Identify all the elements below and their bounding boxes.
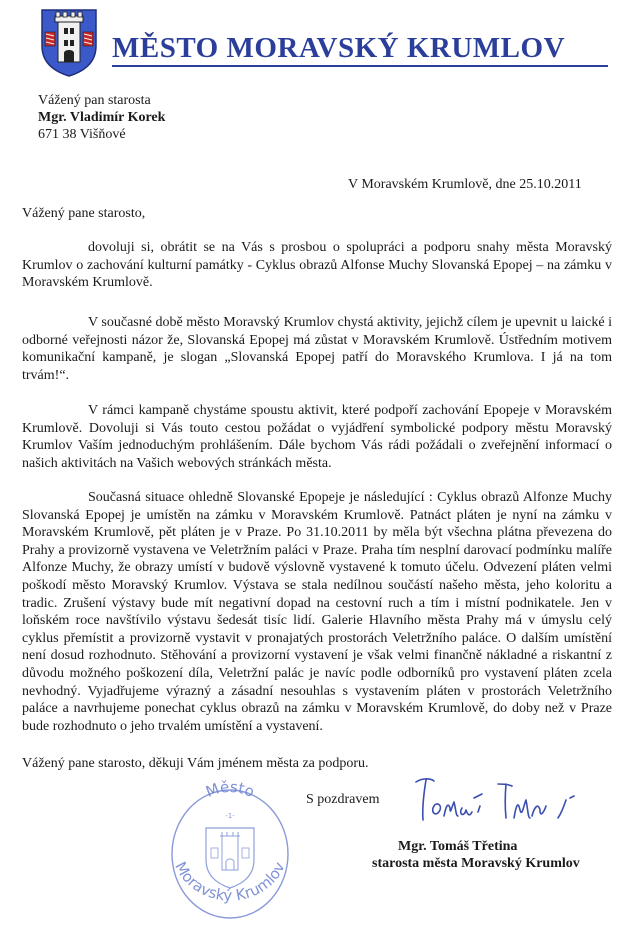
- stamp-crest-icon: [206, 828, 254, 888]
- handwritten-signature: [408, 772, 598, 838]
- salutation: Vážený pane starosto,: [22, 206, 146, 221]
- signature-block: [372, 838, 580, 872]
- paragraph: V současné době město Moravský Krumlov chystá aktivity, jejichž cílem je upevnit u laické i odborné veřejnosti názor že, Slovanská Epopej má zůstat v Moravském Krumlově. Ústředním motivem komunikační kampaně, je slogan „Slovanská Epopej patří do Moravského Krumlova. I já na tom trvám!“.: [22, 315, 612, 383]
- paragraph: V rámci kampaně chystáme spoustu aktivit, které podpoří zachování Epopeje v Moravském Krumlově. Dovoluji si Vás touto cestou požádat o vyjádření symbolické podpory městu Moravský Krumlov Vaším jednoduchým prohlášením. Dále bychom Vás rádi požádali o zveřejnění informací o našich aktivitách na Vašich webových stránkách města.: [22, 403, 612, 471]
- paragraph: dovoluji si, obrátit se na Vás s prosbou o spolupráci a podporu snahy města Moravský Krumlov o zachování kulturní památky - Cyklus obrazů Alfonse Muchy Slovanská Epopej – na zámku v Moravském Krumlově.: [22, 240, 612, 291]
- stamp-bottom-text: Moravský Krumlov: [171, 858, 289, 905]
- closing-thanks: Vážený pane starosto, děkuji Vám jménem města za podporu.: [22, 756, 369, 771]
- official-stamp: [166, 776, 294, 922]
- recipient-name: Mgr. Vladimír Korek: [38, 110, 166, 125]
- greeting: S pozdravem: [306, 792, 380, 807]
- recipient-line: Vážený pan starosta: [38, 93, 151, 108]
- recipient-postal-address: 671 38 Višňové: [38, 127, 126, 142]
- stamp-number: -1-: [225, 812, 235, 820]
- place-date: V Moravském Krumlově, dne 25.10.2011: [348, 177, 582, 192]
- signer-title: starosta města Moravský Krumlov: [372, 856, 580, 871]
- town-crest-icon: [38, 6, 100, 78]
- signer-name: Mgr. Tomáš Třetina: [398, 839, 518, 854]
- recipient-address: [38, 92, 165, 143]
- paragraph: Současná situace ohledně Slovanské Epopeje je následující : Cyklus obrazů Alfonze Muchy Slovanská Epopej je umístěn na zámku v Moravském Krumlově. Patnáct pláten je nyní na zámku v Moravském Krumlově, pět pláten je v Praze. Po 31.10.2011 by měla být všechna plátna převezena do Prahy a provizorně vystavena ve Veletržním paláci v Praze. Praha tím nesplní darovací podmínku malíře Alfonze Muchy, že obrazy umístí v budově výslovně vystavené k tomuto účelu. Odvezení pláten velmi poškodí město Moravský Krumlov. Výstava se stala nedílnou součástí našeho města, jeho koloritu a tradic. Zrušení výstavy bude mít negativní dopad na cestovní ruch a tím i místní podnikatele. Jen v loňském roce navštívilo výstavu šedesát tisíc lidí. Galerie Hlavního města Prahy má v úmyslu celý cyklus přemístit a provizorně vystavit v pronajatých prostorách Veletržního paláce. O dalším umístění není dosud rozhodnuto. Stěhování a provizorní vystavení je však velmi finančně nákladné a riskantní z důvodu možného poškození díla, Veletržní palác je navíc podle odborníků pro vystavení pláten zcela nevhodný. Vyjadřujeme výrazný a zásadní nesouhlas s vystavením pláten v prostorách Veletržního paláce a navrhujeme ponechat cyklus obrazů na zámku v Moravském Krumlově, do doby než v Praze bude rozhodnuto o jeho trvalém umístění a vystavení.: [22, 490, 612, 734]
- title-underline: [112, 65, 608, 67]
- stamp-top-text: Město: [203, 777, 258, 802]
- town-title: MĚSTO MORAVSKÝ KRUMLOV: [112, 32, 566, 64]
